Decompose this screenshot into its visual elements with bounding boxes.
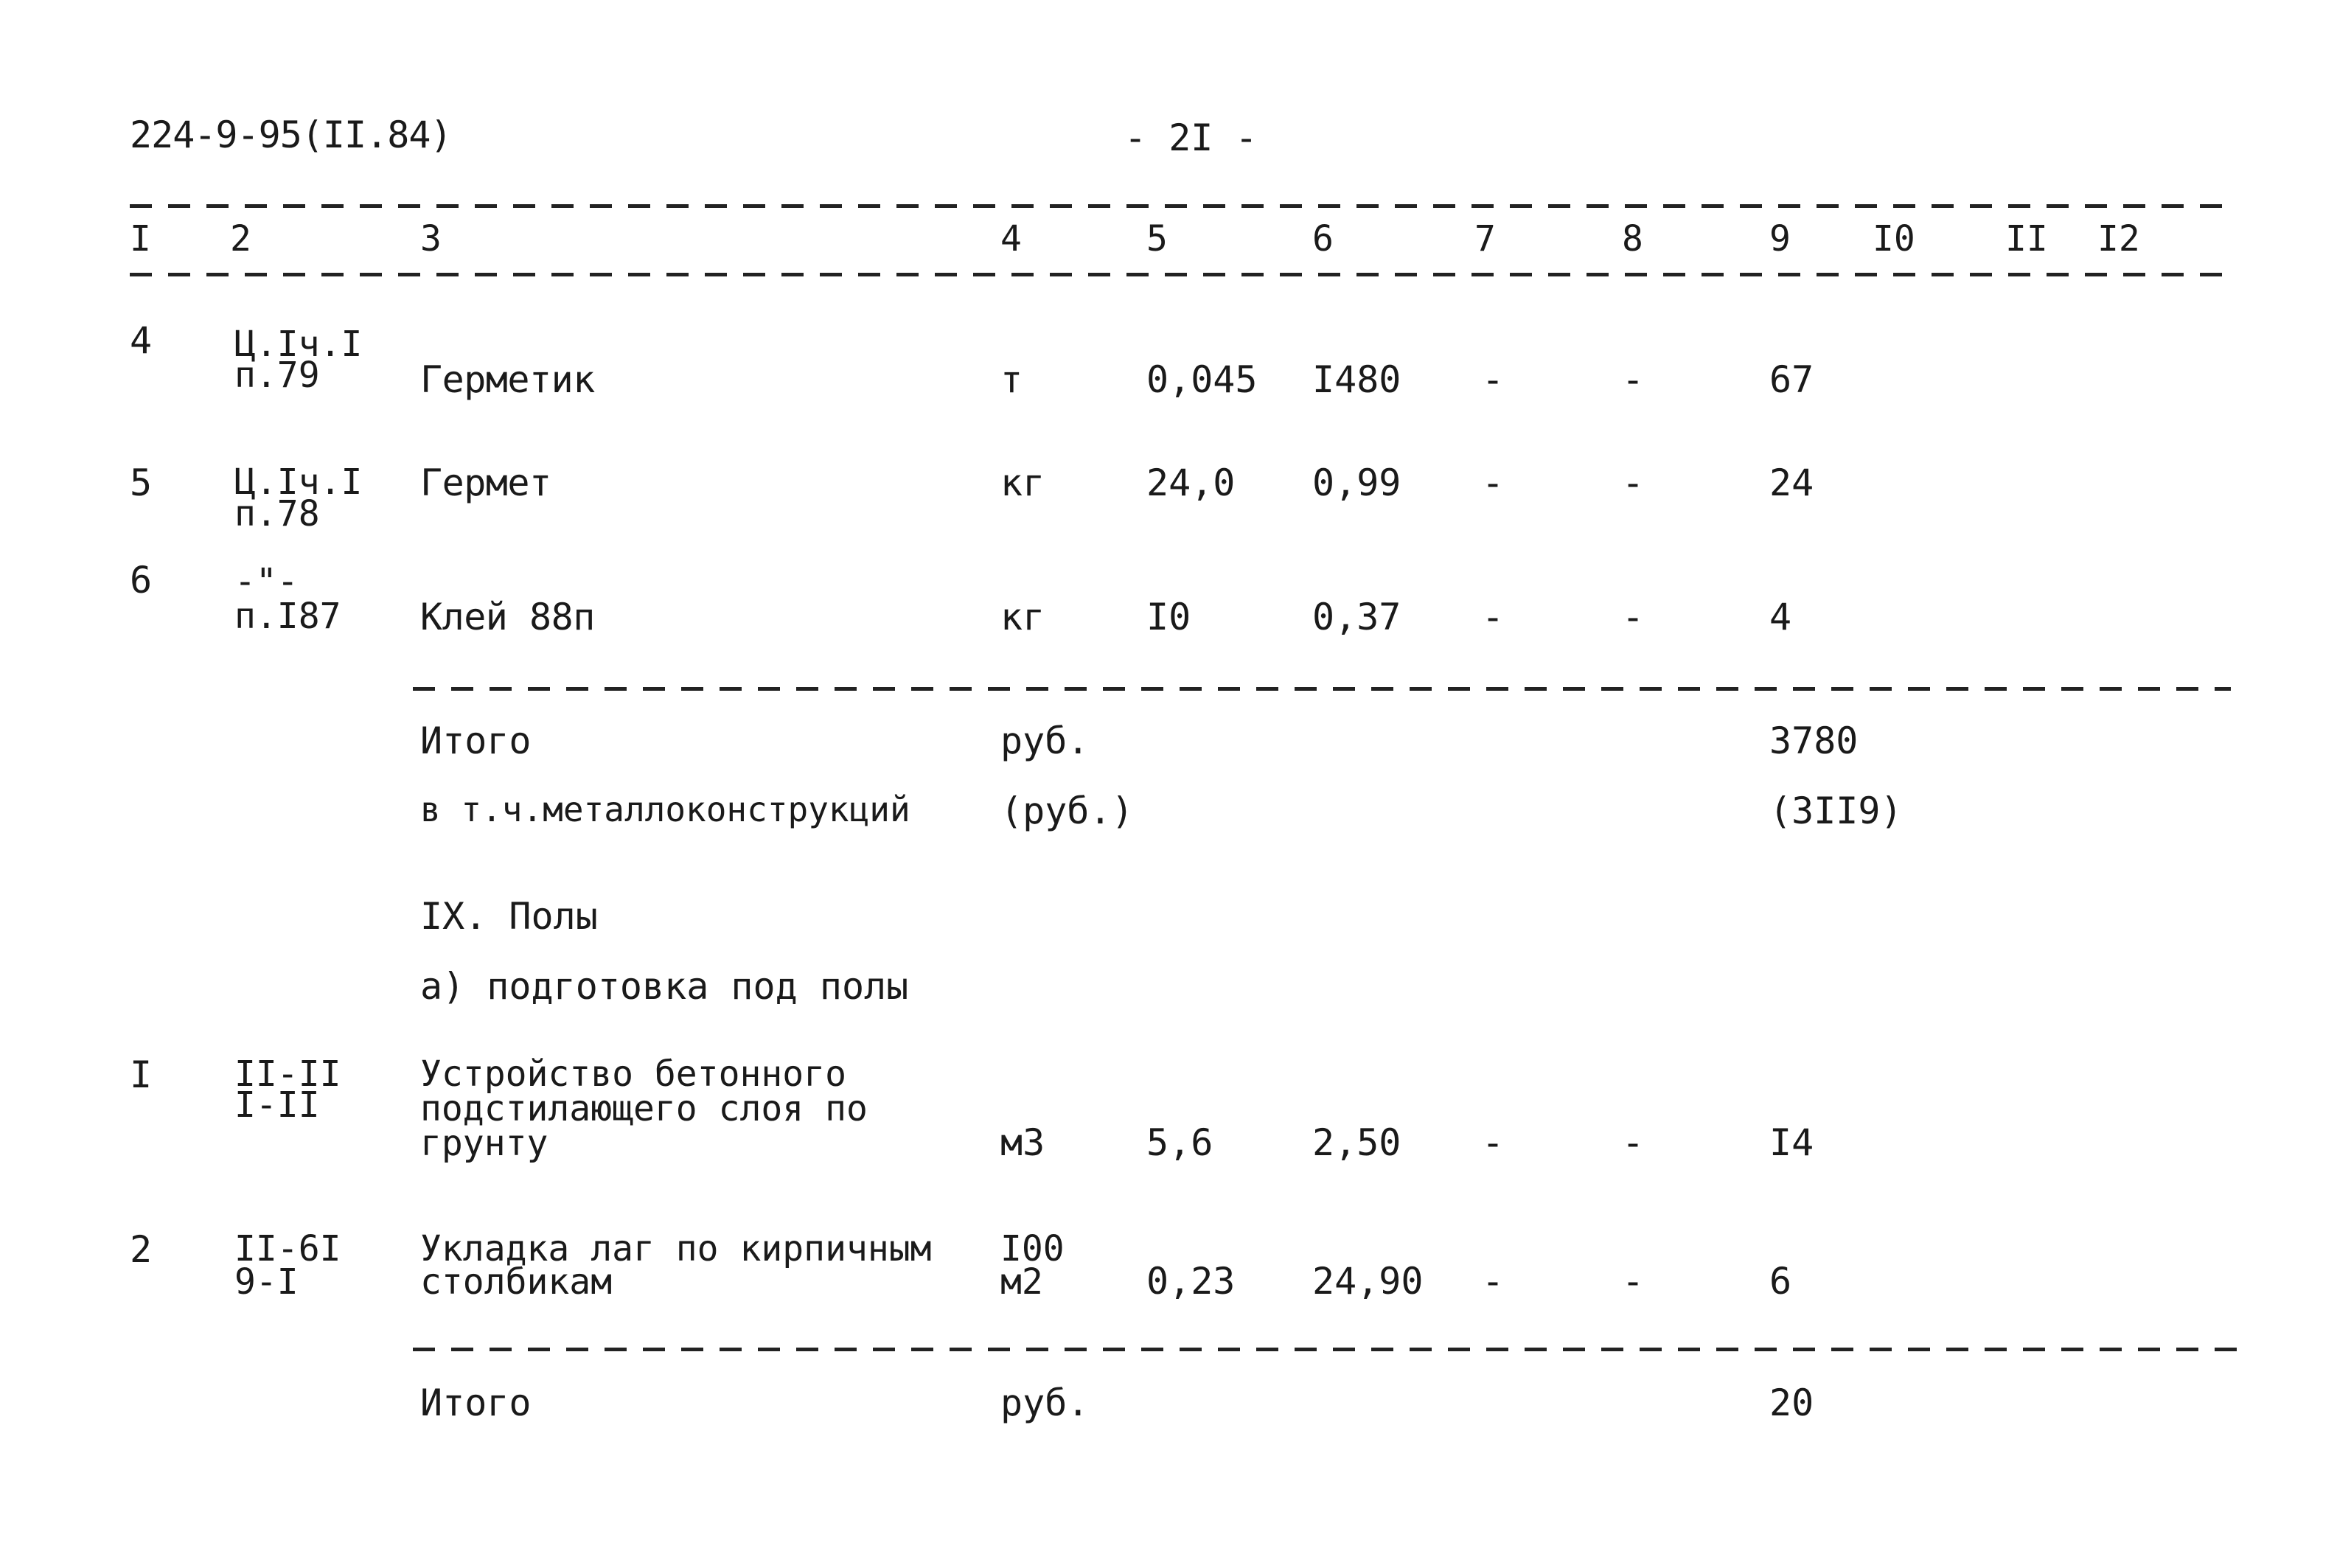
row-number: 5	[130, 461, 153, 504]
row-unit: м3	[1000, 1121, 1045, 1164]
row-unit-line2: м2	[1000, 1261, 1043, 1303]
row-col7: -	[1482, 1121, 1505, 1164]
col-header-5: 5	[1146, 218, 1168, 259]
subtotal-rule	[413, 687, 2231, 691]
col-header-7: 7	[1474, 218, 1496, 259]
row-name-line1: Укладка лаг по кирпичным	[420, 1228, 932, 1269]
header-rule-bottom	[130, 273, 2231, 276]
subtotal-value: 3780	[1769, 719, 1859, 762]
row-ref-line2: п.I87	[234, 596, 341, 637]
row-ref-line1: II-II	[234, 1053, 341, 1095]
row-col7: -	[1482, 358, 1505, 401]
row-ref-line1: II-6I	[234, 1228, 341, 1269]
row-col7: -	[1482, 1260, 1505, 1303]
row-total: 4	[1769, 596, 1792, 638]
col-header-12: I2	[2097, 218, 2140, 259]
col-header-3: 3	[420, 218, 442, 259]
row-price: 24,90	[1312, 1260, 1424, 1303]
row-ref-line2: п.79	[234, 355, 320, 396]
col-header-4: 4	[1000, 218, 1022, 259]
header-rule-top	[130, 204, 2231, 208]
row-name-line1: Устройство бетонного	[420, 1053, 846, 1095]
col-header-10: I0	[1873, 218, 1915, 259]
row-unit: т	[1000, 358, 1023, 401]
row-quantity: 0,045	[1146, 358, 1258, 401]
subtotal-unit: руб.	[1000, 719, 1090, 762]
row-col8: -	[1622, 1260, 1645, 1303]
subtotal-label: Итого	[420, 719, 532, 762]
document-code: 224-9-95(II.84)	[130, 114, 452, 156]
row-ref-line1: Ц.Iч.I	[234, 461, 363, 503]
row-number: I	[130, 1053, 153, 1096]
row-unit-line1: I00	[1000, 1228, 1065, 1269]
row-unit: кг	[1000, 461, 1045, 504]
col-header-2: 2	[230, 218, 251, 259]
subtotal-unit: руб.	[1000, 1381, 1090, 1424]
row-ref-line2: п.78	[234, 493, 320, 534]
row-quantity: 5,6	[1146, 1121, 1213, 1164]
row-name: Герметик	[420, 358, 595, 401]
row-col8: -	[1622, 358, 1645, 401]
row-price: 2,50	[1312, 1121, 1401, 1164]
row-total: 24	[1769, 461, 1814, 504]
row-number: 6	[130, 559, 153, 602]
section-subtitle: а) подготовка под полы	[420, 965, 909, 1008]
row-col8: -	[1622, 1121, 1645, 1164]
row-col7: -	[1482, 461, 1505, 504]
row-ref-line1: Ц.Iч.I	[234, 324, 363, 365]
subtotal-metal-unit: (руб.)	[1000, 790, 1134, 832]
col-header-9: 9	[1769, 218, 1791, 259]
subtotal-metal-label: в т.ч.металлоконструкций	[420, 790, 910, 829]
row-name-line2: подстилающего слоя по	[420, 1088, 868, 1129]
row-total: I4	[1769, 1121, 1814, 1164]
row-name: Клей 88п	[420, 596, 595, 638]
subtotal-value: 20	[1769, 1381, 1814, 1424]
page-number: - 2I -	[1124, 116, 1258, 159]
row-name-line3: грунту	[420, 1123, 548, 1164]
row-ref-line2: I-II	[234, 1084, 320, 1126]
row-col7: -	[1482, 596, 1505, 638]
section-title: IX. Полы	[420, 895, 598, 938]
row-quantity: I0	[1146, 596, 1191, 638]
row-quantity: 24,0	[1146, 461, 1236, 504]
row-ref-line2: 9-I	[234, 1261, 299, 1303]
subtotal-metal-value: (3II9)	[1769, 790, 1903, 832]
row-name: Гермет	[420, 461, 551, 504]
row-number: 2	[130, 1228, 153, 1271]
row-price: I480	[1312, 358, 1401, 401]
row-total: 6	[1769, 1260, 1792, 1303]
row-ref-line1: -"-	[234, 561, 299, 602]
col-header-8: 8	[1622, 218, 1643, 259]
col-header-6: 6	[1312, 218, 1334, 259]
row-price: 0,37	[1312, 596, 1401, 638]
row-col8: -	[1622, 461, 1645, 504]
row-number: 4	[130, 319, 153, 362]
row-price: 0,99	[1312, 461, 1401, 504]
row-name-line2: столбикам	[420, 1261, 613, 1303]
subtotal-label: Итого	[420, 1381, 532, 1424]
col-header-11: II	[2005, 218, 2048, 259]
row-total: 67	[1769, 358, 1814, 401]
row-col8: -	[1622, 596, 1645, 638]
col-header-1: I	[130, 218, 151, 259]
row-quantity: 0,23	[1146, 1260, 1236, 1303]
subtotal-rule	[413, 1348, 2241, 1351]
row-unit: кг	[1000, 596, 1045, 638]
